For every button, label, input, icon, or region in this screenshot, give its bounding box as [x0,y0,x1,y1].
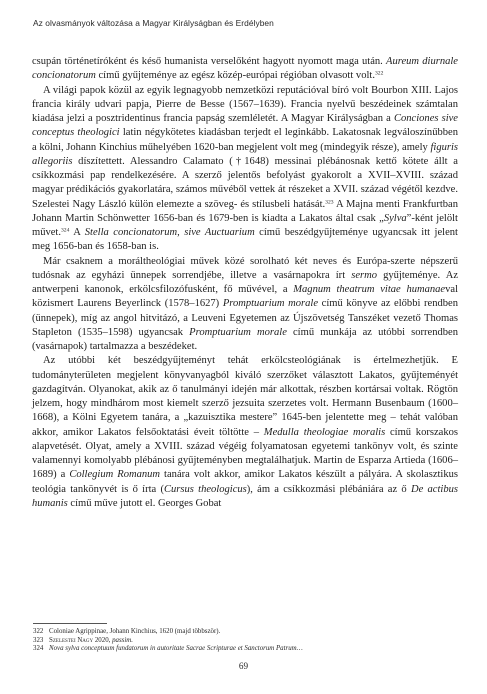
footnote-ref[interactable]: 323 [325,199,334,205]
running-head: Az olvasmányok változása a Magyar Királyságban és Erdélyben [33,18,274,28]
page-number: 69 [238,661,249,671]
paragraph: A világi papok közül az egyik legnagyobb nemzetközi reputációval bíró volt Bourbon XIII. Lajos francia király udvari papja, Pierre de Besse (1567–1639). Francia nyelvű beszédeinek számtalan kiadása jelzi a posztridentinus francia papság szemléletét. A Magyar Királyságban a Conciones sive conceptus theologici latin négykötetes kiadásban terjedt el leginkább. Lakatosnak legváloszínűbben a kölni, Johann Kinchius műhelyében 1620-ban megjelent volt meg (mindegyik része), amely figuris allegoriis díszítettett. Alessandro Calamato (†1648) messinai plébánosnak kettő kötete állt a csíkkozmási pap rendelkezésére. A szerző jelentős befolyást gyakorolt a XVII–XVIII. század magyar prédikációs gyakorlatára, számos művéből vettek át részeket a XVII. század végétől kezdve. Szelestei Nagy László külön elemezte a szöveg- és stílusbeli hatását.$^{323}$ A Majna menti Frankfurtban Johann Martin Schönwetter 1656-ban és 1679-ben is kiadta a Lakatos által csak „Sylva”-ként jelölt művet.$^{324}$ A Stella concionatorum, sive Auctuarium című beszédgyűjteménye ugyancsak itt jelent meg 1656-ban és 1658-ban is. [32,84,458,253]
footnotes [33,628,453,654]
body-text [32,55,458,511]
footnote-ref[interactable]: 322 [374,70,384,77]
footnote-ref[interactable]: 324 [61,227,70,234]
paragraph: Már csaknem a moráltheológiai művek közé sorolható két neves és Európa-szerte népszerű tudósnak az egyházi ünnepek sorrendjébe, illetve a vasárnapokra írt sermo gyűjteménye. Az antwerpeni kanonok, erkölcsfilozófusként, fő művével, a Magnum theatrum vitae humanaeval közismert Laurens Beyerlinck (1578–1627) Promptuarium morale című könyve az előbbi rendben (ünnepek), míg az angol hitvitázó, a Leuveni Egyetemen az Újszövetség Tanszéket vezető Thomas Stapleton (1535–1598) ugyancsak Promptuarium morale című munkája az utóbbi sorrendben (vasárnapok) tartalmazza a beszédeket. [32,255,459,352]
paragraph: Az utóbbi két beszédgyűjteményt tehát erkölcsteológiának is értelmezhetjük. E tudományterületen megjelent könyvanyagból kiváló szerzőket választott Lakatos, gyűjteményét gazdagítván. Olyanokat, akik az ő tanulmányi idején már alkottak, részben kortársai voltak. Rögtön jelzem, hogy mindhárom most kiemelt szerző jezsuita szerzetes volt. Hermann Busenbaum (1600–1668), a Kölni Egyetem tanára, a „kazuisztika mestere” 1645-ben jelentette meg – tehát valóban akkor, amikor Lakatos felsőoktatási éveit töltötte – Medulla theologiae moralis című korszakos alapvetését. Olyat, amely a XVIII. század végéig folyamatosan egyetemi tankönyv volt, és szinte valamennyi komolyabb plébánosi gyűjteményben megtalálhatjuk. Martin de Esparza Artieda (1606–1689) a Collegium Romanum tanára volt akkor, amikor Lakatos készült a pályára. A skolasztikus teológia tankönyvét is ő írta (Cursus theologicus), ám a csíkkozmási plébániára az ő De actibus humanis című műve jutott el. Georges Gobat [32,355,459,509]
footnote: 324 Nova sylva conceptuum fundatorum in autoritate Sacrae Scripturae et Sanctorum Patrum… [33,645,303,652]
paragraph: csupán történetíróként és késő humanista verselőként hagyott nyomott maga után. Aureum diurnale concionatorum című gyűjteménye az egész közép-európai régióban olvasott volt.$^{322}$ [32,56,458,82]
footnote: 323 Szelestei Nagy 2020, passim. [33,636,133,644]
footnote: 322 Coloniae Agrippinae, Johann Kinchius, 1620 (majd többször). [33,628,221,635]
footnote-divider [33,623,107,624]
